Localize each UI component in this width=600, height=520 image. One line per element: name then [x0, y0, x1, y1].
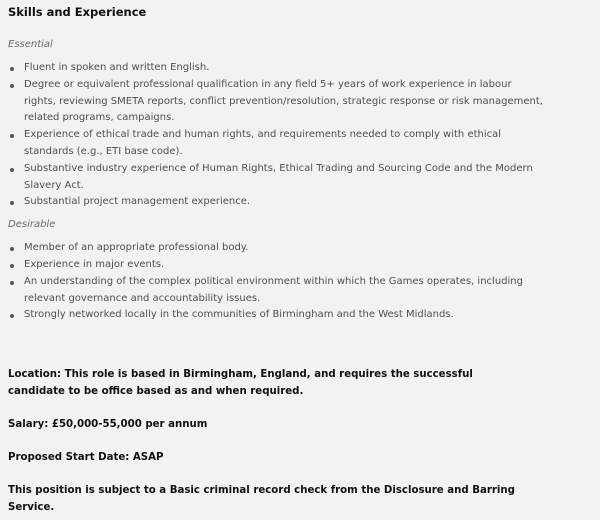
essential-label: Essential [8, 39, 53, 50]
list-item-text: Substantial project management experience. [24, 196, 251, 208]
bullet-icon [10, 264, 14, 268]
list-item [8, 194, 544, 211]
bullet-icon [10, 168, 14, 172]
list-item-text: An understanding of the complex political environment within which the Games operates, including relevant governance and accountability issues. [24, 275, 523, 304]
bullet-icon [10, 134, 14, 138]
list-item-text: Experience of ethical trade and human rights, and requirements needed to comply with ethical standards (e.g., ETI base code). [24, 129, 502, 157]
bullet-icon [10, 314, 14, 318]
bullet-icon [10, 247, 14, 251]
list-item-text: Degree or equivalent professional qualification in any field 5+ years of work experience in labour rights, reviewing SMETA reports, conflict prevention/resolution, strategic response or risk management, related programs, campaigns. [24, 78, 543, 124]
list-item [8, 161, 544, 195]
criminal-check-text: This position is subject to a Basic criminal record check from the Disclosure and Barring Service. [8, 485, 515, 514]
list-item [8, 77, 544, 127]
job-description [8, 0, 594, 516]
bullet-icon [10, 281, 14, 285]
list-item [8, 240, 544, 257]
list-item [8, 307, 544, 324]
start-date-text: Proposed Start Date: ASAP [8, 452, 164, 464]
bullet-icon [10, 201, 14, 205]
list-item [8, 274, 544, 308]
desirable-label: Desirable [8, 219, 56, 231]
salary-text: Salary: £50,000-55,000 per annum [8, 419, 208, 431]
list-item-text: Member of an appropriate professional body. [24, 242, 249, 254]
list-item [8, 60, 224, 77]
essential-list [8, 60, 594, 211]
bullet-icon [10, 84, 14, 88]
bullet-icon [10, 67, 14, 71]
list-item-text: Strongly networked locally in the communities of Birmingham and the West Midlands. [24, 309, 454, 321]
list-item-text: Experience in major events. [24, 258, 165, 270]
list-item [8, 257, 544, 274]
list-item-text: Substantive industry experience of Human Rights, Ethical Trading and Sourcing Code and the Modern Slavery Act. [24, 162, 533, 191]
list-item-text: Fluent in spoken and written English. [24, 62, 210, 73]
location-text: Location: This role is based in Birmingham, England, and requires the successful candidate to be office based as and when required. [8, 369, 473, 398]
list-item [8, 127, 544, 161]
desirable-list [8, 240, 594, 324]
section-title: Skills and Experience [8, 5, 147, 19]
